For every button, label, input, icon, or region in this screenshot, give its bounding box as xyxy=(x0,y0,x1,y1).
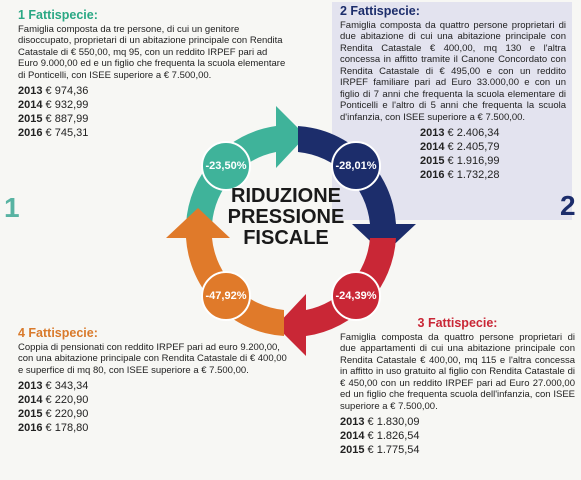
center-title-line-2: PRESSIONE xyxy=(227,206,345,228)
center-title xyxy=(204,186,368,249)
year-row: 2014 € 932,99 xyxy=(18,99,89,111)
year-row: 2014 € 1.826,54 xyxy=(340,430,420,442)
percentage-navy: -28,01% xyxy=(335,160,377,172)
year-row: 2016 € 1.732,28 xyxy=(420,169,500,181)
case-4-years xyxy=(18,379,288,435)
percentage-orange: -47,92% xyxy=(205,290,247,302)
year-row: 2014 € 220,90 xyxy=(18,394,89,406)
side-number-2: 2 xyxy=(560,190,576,221)
case-2-text: Famiglia composta da quattro persone proprietari di due abitazione di cui una abitazione principale con Rendita Catastale € 400,00, mq 130 e l'altra concessa in affitto tramite il Canone Concordato con Rendita Catastale di € 495,00 e con un reddito IRPEF familiare pari ad Euro 33.000,00 e con un figlio di 7 anni che frequenta la scuola elementare di Ponticelli e l'altro di 5 anni che frequenta la scuola d'infanzia, con ISEE superiore a € 7.500,00. xyxy=(340,19,566,123)
year-row: 2013 € 343,34 xyxy=(18,380,89,392)
case-4-block xyxy=(18,328,288,435)
year-row: 2015 € 220,90 xyxy=(18,408,89,420)
year-row: 2015 € 1.775,54 xyxy=(340,444,420,456)
case-4-title: 4 Fattispecie: xyxy=(18,326,98,340)
case-3-years xyxy=(340,415,575,457)
year-row: 2016 € 745,31 xyxy=(18,127,89,139)
side-number-1: 1 xyxy=(4,192,20,223)
year-row: 2013 € 2.406,34 xyxy=(420,127,500,139)
center-title-line-3: FISCALE xyxy=(243,227,329,249)
case-3-text: Famiglia composta da quattro persone proprietari di due appartamenti di cui una abitazione principale con Rendita Catastale € 400,00, mq 115 e l'altra concessa in affitto in uso gratuito al figlio con Rendita Catastale di € 450,00 con un reddito IRPEF pari ad Euro 27.000,00 ed un figlio che frequenta scuola dell'infanzia, con ISEE superiore a € 7.500,00. xyxy=(340,331,575,412)
year-row: 2015 € 1.916,99 xyxy=(420,155,500,167)
center-title-line-1: RIDUZIONE xyxy=(231,185,341,207)
case-3-title: 3 Fattispecie: xyxy=(417,316,498,330)
case-2-title: 2 Fattispecie: xyxy=(340,4,420,18)
case-2-years xyxy=(420,126,566,182)
year-row: 2016 € 178,80 xyxy=(18,422,89,434)
percentage-red: -24,39% xyxy=(335,290,377,302)
year-row: 2015 € 887,99 xyxy=(18,113,89,125)
case-1-title: 1 Fattispecie: xyxy=(18,8,98,22)
percentage-teal: -23,50% xyxy=(205,160,247,172)
case-4-text: Coppia di pensionati con reddito IRPEF pari ad euro 9.200,00, con una abitazione principale con Rendita Catastale di € 400,00 e superfice di mq 80, con ISEE superiore a € 7.500,00. xyxy=(18,341,287,376)
year-row: 2013 € 1.830,09 xyxy=(340,416,420,428)
case-1-text: Famiglia composta da tre persone, di cui un genitore disoccupato, proprietari di un abitazione principale con Rendita Catastale di € 550,00, mq 95, con un reddito IRPEF pari ad Euro 9.000,00 ed e un figlio che frequenta la scuola elementare di Ponticelli, con ISEE superiore a € 7.500,00. xyxy=(18,23,286,81)
year-row: 2014 € 2.405,79 xyxy=(420,141,500,153)
case-3-block xyxy=(340,318,575,457)
year-row: 2013 € 974,36 xyxy=(18,85,89,97)
